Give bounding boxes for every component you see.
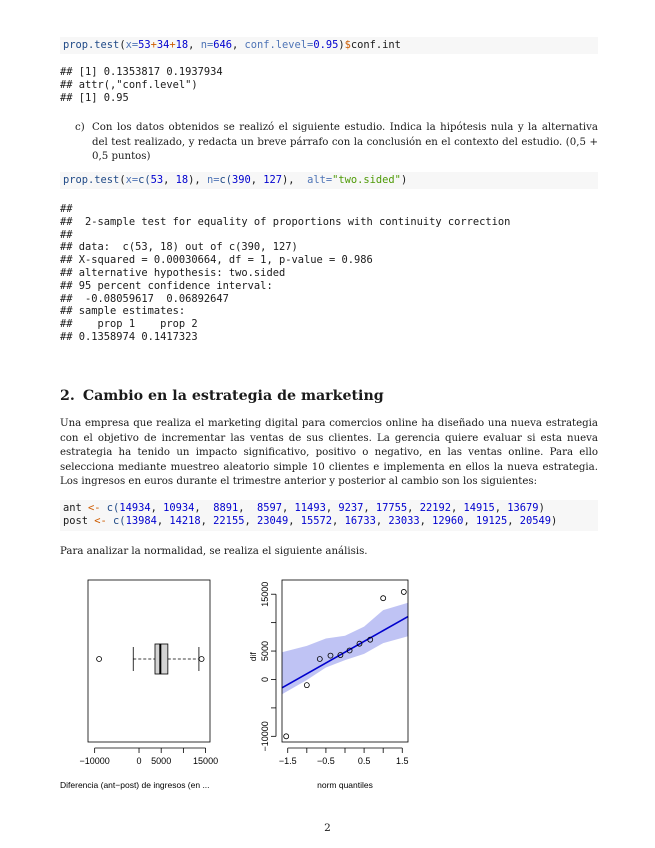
section-number: 2. — [60, 388, 75, 404]
output-line: ## [1] 0.95 — [60, 91, 129, 104]
x-tick-label: 0 — [136, 756, 142, 766]
figures-row — [60, 560, 409, 805]
code-number: 15572 — [300, 515, 333, 527]
code-number: 12960 — [432, 515, 464, 527]
output-line: ## X-squared = 0.00030664, df = 1, p-value = 0.986 — [60, 254, 373, 267]
code-number: 20549 — [519, 515, 552, 527]
code-output-2 — [60, 203, 510, 344]
section-paragraph: Una empresa que realiza el marketing digital para comercios online ha diseñado una nueva estrategia con el objetivo de incrementar las ventas de sus clientes. La gerencia quiere evaluar si esta nueva estrategia ha tenido un impacto significativo, positivo o negativo, en las ventas online. Para ello selecciona mediante muestreo aleatorio simple 10 clientes e implementa en ellos la nueva estrategia. Los ingresos en euros durante el trimestre anterior y posterior al cambio son los siguientes: — [60, 418, 598, 488]
normality-paragraph: Para analizar la normalidad, se realiza el siguiente análisis. — [60, 546, 368, 557]
data-point — [401, 589, 406, 594]
code-number: 23033 — [388, 515, 420, 527]
outlier-point — [199, 657, 204, 662]
item-text: Con los datos obtenidos se realizó el siguiente estudio. Indica la hipótesis nula y la alternativa del test realizado, y redacta un breve párrafo con la conclusión en el contexto del estudio. (0,5 + 0,5 puntos) — [92, 122, 598, 162]
code-number: 22192 — [419, 502, 451, 514]
output-line: ## sample estimates: — [60, 305, 186, 318]
data-point — [304, 683, 309, 688]
post-variable: post — [63, 515, 95, 527]
iqr-box — [155, 644, 168, 674]
x-tick-label: 1.5 — [396, 756, 409, 766]
code-number: 23049 — [256, 515, 289, 527]
code-number: 8597 — [257, 502, 283, 514]
output-line: ## 2-sample test for equality of proportions with continuity correction — [60, 215, 511, 228]
outlier-point — [97, 657, 102, 662]
x-axis-label: norm quantiles — [317, 780, 373, 790]
y-tick-label: 5000 — [260, 641, 270, 662]
y-tick-label: 0 — [260, 676, 270, 682]
code-number: 8891 — [213, 502, 239, 514]
code-number: 11493 — [294, 502, 326, 514]
code-number: 14934 — [119, 502, 151, 514]
output-line: ## data: c(53, 18) out of c(390, 127) — [60, 241, 298, 254]
code-output-1 — [60, 66, 223, 104]
x-tick-label: −1.5 — [278, 756, 297, 766]
code-chunk-prop-test-two-sample: prop.test(x=c(53, 18), n=c(390, 127), alt="two.sided") — [60, 172, 598, 189]
confidence-band — [282, 603, 408, 695]
code-chunk-data-vectors — [60, 500, 598, 531]
output-line: ## alternative hypothesis: two.sided — [60, 266, 286, 279]
boxplot-chart — [60, 560, 240, 800]
output-line: ## 0.1358974 0.1417323 — [60, 330, 198, 343]
plot-frame — [88, 580, 210, 742]
x-tick-label: 0.5 — [357, 756, 371, 766]
data-point — [284, 734, 289, 739]
code-number: 17755 — [375, 502, 408, 514]
code-chunk-prop-test-conf-int: prop.test(x=53+34+18, n=646, conf.level=0.95)$conf.int — [60, 37, 598, 54]
code-number: 14915 — [463, 502, 495, 514]
code-number: 14218 — [169, 515, 201, 527]
y-tick-label: 15000 — [260, 581, 270, 607]
output-line: ## — [60, 228, 73, 241]
x-tick-label: −10000 — [79, 756, 110, 766]
data-point — [381, 596, 386, 601]
output-line: ## prop 1 prop 2 — [60, 318, 198, 331]
section-title: Cambio en la estrategia de marketing — [82, 388, 384, 404]
code-number: 22155 — [213, 515, 245, 527]
code-number: 13984 — [125, 515, 157, 527]
code-function: prop.test — [63, 39, 120, 51]
ant-assignment-line: ant <- c(14934, 10934, 8891, 8597, 11493, 9237, 17755, 22192, 14915, 13679) — [63, 502, 545, 514]
ant-variable: ant — [63, 502, 89, 514]
code-number: 9237 — [338, 502, 364, 514]
y-tick-label: −10000 — [260, 721, 270, 752]
output-line: ## [1] 0.1353817 0.1937934 — [60, 66, 223, 78]
output-line: ## 95 percent confidence interval: — [60, 279, 273, 292]
y-axis-label: dif — [248, 652, 258, 662]
item-label: c) — [75, 122, 85, 133]
code-number: 19125 — [475, 515, 508, 527]
x-tick-label: 15000 — [193, 756, 219, 766]
code-number: 10934 — [163, 502, 195, 514]
x-tick-label: −0.5 — [317, 756, 335, 766]
question-item-c — [75, 121, 598, 165]
output-line: ## attr(,"conf.level") — [60, 78, 198, 91]
post-assignment-line: post <- c(13984, 14218, 22155, 23049, 15572, 16733, 23033, 12960, 19125, 20549) — [63, 515, 558, 527]
x-tick-label: 5000 — [151, 756, 172, 766]
output-line: ## — [60, 203, 73, 215]
code-number: 13679 — [507, 502, 539, 514]
page-number: 2 — [324, 822, 331, 834]
output-line: ## -0.08059617 0.06892647 — [60, 292, 229, 305]
code-function: prop.test — [63, 174, 120, 186]
section-heading — [60, 388, 384, 404]
qq-plot-chart — [250, 560, 550, 800]
code-number: 16733 — [344, 515, 376, 527]
x-axis-label: Diferencia (ant−post) de ingresos (en ... — [60, 780, 210, 790]
